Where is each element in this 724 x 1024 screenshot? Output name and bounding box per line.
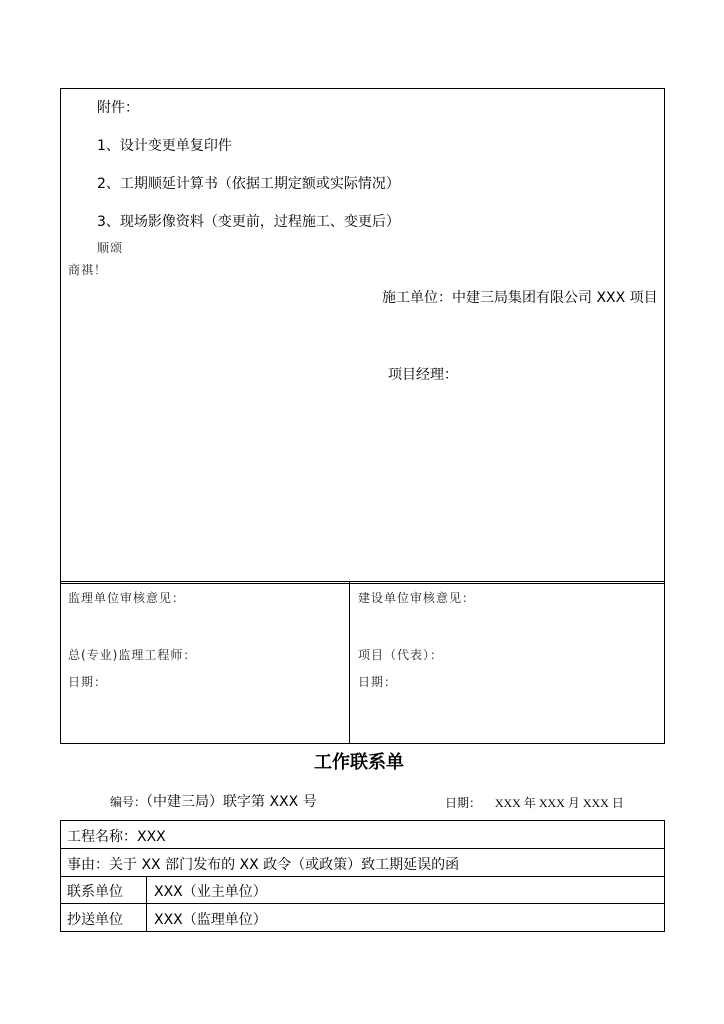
- review-section: [60, 581, 665, 744]
- table-rule-2: [61, 876, 664, 877]
- review-divider: [349, 582, 350, 743]
- form-number-value: （中建三局）联字第 XXX 号: [146, 794, 317, 810]
- table-row-value: XXX（业主单位）: [154, 884, 267, 900]
- project-name-field: 工程名称：XXX: [67, 829, 166, 845]
- table-rule-1: [61, 848, 664, 849]
- table-rule-3: [61, 903, 664, 904]
- table-row-label: 抄送单位: [67, 912, 123, 928]
- form-date-label: 日期：: [445, 796, 482, 810]
- attachment-item-3: 3、现场影像资料（变更前，过程施工、变更后）: [97, 214, 400, 230]
- owner-representative-signature: 项目（代表）：: [358, 648, 444, 662]
- form-date: [445, 797, 624, 809]
- attachment-item-1: 1、设计变更单复印件: [97, 138, 232, 154]
- table-col-divider: [146, 877, 147, 931]
- closing-line-1: 顺颂: [97, 241, 124, 255]
- form-number: [110, 795, 317, 809]
- supervisor-date: 日期：: [68, 675, 108, 689]
- attachments-heading: 附件：: [97, 100, 139, 116]
- form-number-label: 编号：: [110, 795, 147, 809]
- form-date-value: XXX 年 XXX 月 XXX 日: [494, 796, 624, 810]
- owner-date: 日期：: [358, 675, 398, 689]
- subject-field: 事由：关于 XX 部门发布的 XX 政令（或政策）致工期延误的函: [67, 857, 460, 873]
- letter-body-box: [60, 88, 665, 584]
- owner-review-heading: 建设单位审核意见：: [358, 591, 476, 605]
- contractor-signature: 施工单位：中建三局集团有限公司 XXX 项目: [382, 290, 658, 306]
- supervisor-engineer-signature: 总(专业)监理工程师：: [68, 648, 197, 662]
- form-title: 工作联系单: [314, 752, 404, 773]
- table-row-value: XXX（监理单位）: [154, 912, 267, 928]
- project-manager-signature: 项目经理：: [388, 367, 458, 383]
- closing-line-2: 商祺！: [68, 263, 108, 277]
- attachment-item-2: 2、工期顺延计算书（依据工期定额或实际情况）: [97, 176, 400, 192]
- supervisor-review-heading: 监理单位审核意见：: [68, 591, 186, 605]
- table-row-label: 联系单位: [67, 884, 123, 900]
